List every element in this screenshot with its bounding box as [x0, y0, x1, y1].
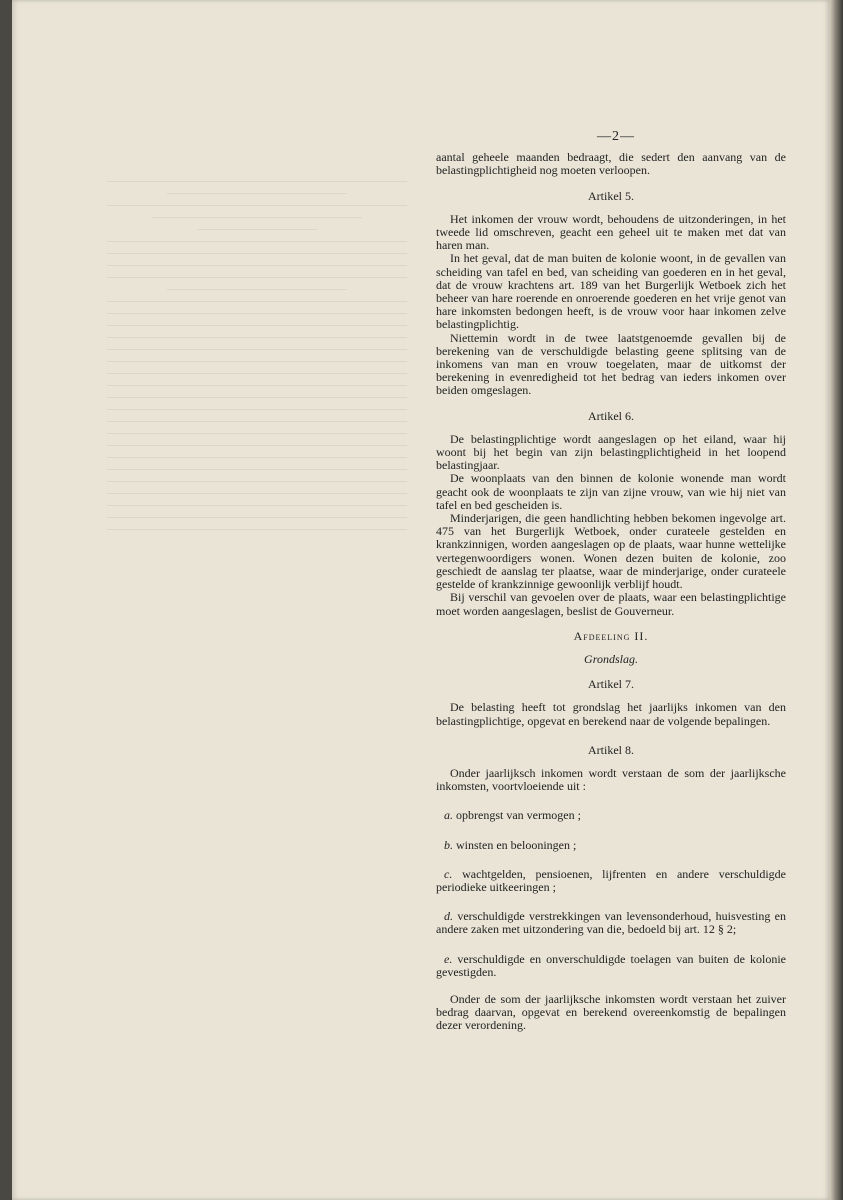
article-6-paragraph: De woonplaats van den binnen de kolonie wonende man wordt geacht ook de woonplaats te zijn van zijne vrouw, van wie hij niet van tafel en bed gescheiden is. — [436, 471, 786, 512]
list-item-letter: d. — [444, 909, 453, 924]
list-item — [436, 809, 786, 822]
article-8-intro: Onder jaarlijksch inkomen wordt verstaan de som der jaarlijksche inkomsten, voortvloeiende uit : — [436, 765, 786, 794]
list-item — [436, 868, 786, 894]
article-7-heading: Artikel 7. — [588, 677, 634, 692]
list-item — [436, 839, 786, 852]
list-item-letter: c. — [444, 866, 453, 881]
list-item-text: verschuldigde en onverschuldigde toelagen van buiten de kolonie gevestigden. — [436, 951, 786, 979]
article-6-paragraph: De belastingplichtige wordt aangeslagen op het eiland, waar hij woont bij het begin van zijn belastingplichtigheid in het loopend belastingjaar. — [436, 431, 786, 473]
section-heading: Afdeeling II. — [573, 628, 649, 643]
list-item-text: wachtgelden, pensioenen, lijfrenten en andere verschuldigde periodieke uitkeeringen ; — [436, 866, 787, 894]
list-item-letter: b. — [444, 837, 453, 852]
list-item-letter: a. — [444, 808, 453, 823]
article-5-paragraph: In het geval, dat de man buiten de kolonie woont, in de gevallen van scheiding van tafel en bed, van scheiding van goederen en in het geval, dat de vrouw krachtens art. 189 van het Burgerlijk Wetboek zich het beheer van hare roerende en onroerende goederen en het vrije genot van hare inkomsten bedongen heeft, is de vrouw voor haar inkomen zelve belastingplichtig. — [436, 251, 786, 332]
list-item-text: verschuldigde verstrekkingen van levensonderhoud, huisvesting en andere zaken met uitzondering van die, bedoeld bij art. 12 § 2; — [436, 909, 787, 937]
article-5-paragraph: Niettemin wordt in de twee laatstgenoemde gevallen bij de berekening van de verschuldigde belasting geene splitsing van de inkomens van man en vrouw toegelaten, maar de uitkomst der berekening in evenredigheid tot het bedrag van ieders inkomen over beiden omgeslagen. — [436, 330, 786, 398]
list-item-text: opbrengst van vermogen ; — [456, 808, 581, 823]
article-6-paragraph: Minderjarigen, die geen handlichting hebben bekomen ingevolge art. 475 van het Burgerlijk Wetboek, onder curateele gestelden en krankzinnigen, worden aangeslagen op de plaats, waar hunne wettelijke vertegenwoordigers wonen. Wonen dezen buiten de kolonie, zoo geschiedt de aanslag ter plaatse, waar de minderjarige, onder curateele gestelde of krankzinnige gewoonlijk verblijf houdt. — [436, 511, 786, 592]
text-column — [436, 130, 786, 1033]
list-item — [436, 910, 786, 936]
article-6-heading: Artikel 6. — [588, 408, 634, 423]
article-5-paragraph: Het inkomen der vrouw wordt, behoudens de uitzonderingen, in het tweede lid omschreven, geacht een geheel uit te maken met dat van haren man. — [436, 211, 786, 253]
section-subheading: Grondslag. — [584, 651, 638, 666]
opening-paragraph: aantal geheele maanden bedraagt, die sedert den aanvang van de belastingplichtigheid nog moeten verloopen. — [436, 150, 786, 178]
list-item-text: winsten en belooningen ; — [456, 837, 577, 852]
list-item — [436, 953, 786, 979]
article-8-closing: Onder de som der jaarlijksche inkomsten wordt verstaan het zuiver bedrag daarvan, opgevat en berekend overeenkomstig de bepalingen dezer verordening. — [436, 991, 786, 1033]
article-7-paragraph: De belasting heeft tot grondslag het jaarlijks inkomen van den belastingplichtige, opgevat en berekend naar de volgende bepalingen. — [436, 700, 786, 728]
article-6-paragraph: Bij verschil van gevoelen over de plaats, waar een belastingplichtige moet worden aangeslagen, beslist de Gouverneur. — [436, 590, 786, 618]
list-item-letter: e. — [444, 951, 453, 966]
article-5-heading: Artikel 5. — [588, 188, 634, 203]
bleed-through-text — [107, 170, 407, 541]
article-8-heading: Artikel 8. — [588, 742, 634, 757]
page-number: —2— — [597, 129, 635, 144]
page-edge-shadow — [830, 0, 843, 1200]
